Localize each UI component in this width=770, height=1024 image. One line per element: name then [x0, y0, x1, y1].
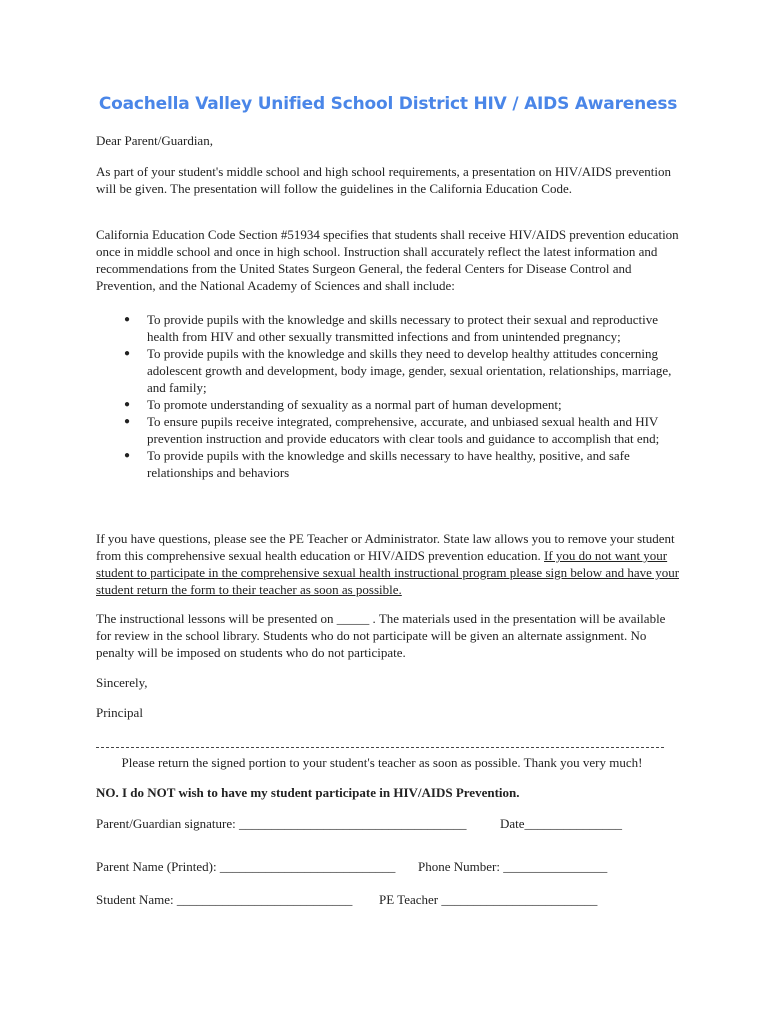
list-item: ● To promote understanding of sexuality as a normal part of human development; — [96, 396, 676, 413]
page-title: Coachella Valley Unified School District HIV / AIDS Awareness — [98, 94, 678, 114]
pe-teacher-field[interactable]: PE Teacher ________________________ — [379, 892, 598, 907]
intro-paragraph: As part of your student's middle school and high school requirements, a presentation on HIV/AIDS prevention will be given. The presentation will follow the guidelines in the California Education Code. — [96, 164, 671, 196]
list-item: ● To provide pupils with the knowledge and skills necessary to protect their sexual and reproductive health from HIV and other sexually transmitted infections and from unintended pregnancy; — [96, 311, 676, 345]
list-item: ● To ensure pupils receive integrated, comprehensive, accurate, and unbiased sexual health and HIV prevention instruction and provide educators with clear tools and guidance to accomplish that end; — [96, 413, 676, 447]
date-field[interactable]: Date_______________ — [500, 816, 623, 831]
questions-text: If you have questions, please see the PE Teacher or Administrator. State law allows you to remove your student from this comprehensive sexual health education or HIV/AIDS prevention education. — [96, 531, 675, 563]
list-item: ● To provide pupils with the knowledge and skills necessary to have healthy, positive, and safe relationships and behaviors — [96, 447, 676, 481]
lessons-paragraph: The instructional lessons will be presented on _____ . The materials used in the presentation will be available for review in the school library. Students who do not participate will be given an alternate assignment. No penalty will be imposed on students who do not participate. — [96, 611, 666, 660]
questions-paragraph — [96, 530, 682, 598]
return-note: Please return the signed portion to your student's teacher as soon as possible. Thank you very much! — [121, 755, 643, 770]
cut-line-divider — [96, 737, 664, 748]
salutation: Dear Parent/Guardian, — [96, 133, 213, 148]
signature-field[interactable]: Parent/Guardian signature: ___________________________________ — [96, 816, 467, 831]
phone-number-field[interactable]: Phone Number: ________________ — [418, 859, 608, 874]
student-name-field[interactable]: Student Name: ___________________________ — [96, 892, 353, 907]
code-section-paragraph: California Education Code Section #51934 specifies that students shall receive HIV/AIDS prevention education once in middle school and once in high school. Instruction shall accurately reflect the latest information and recommendations from the United States Surgeon General, the federal Centers for Disease Control and Prevention, and the National Academy of Sciences and shall include: — [96, 227, 679, 293]
list-item: ● To provide pupils with the knowledge and skills they need to develop healthy attitudes concerning adolescent growth and development, body image, gender, sexual orientation, relationships, marriage, and family; — [96, 345, 676, 396]
signer: Principal — [96, 705, 143, 720]
opt-out-instructions: If you do not want your student to participate in the comprehensive sexual health instructional program please sign below and have your student return the form to their teacher as soon as possible. — [96, 548, 680, 597]
parent-name-field[interactable]: Parent Name (Printed): ___________________________ — [96, 859, 396, 874]
closing: Sincerely, — [96, 675, 148, 690]
requirements-list — [96, 311, 676, 481]
opt-out-statement: NO. I do NOT wish to have my student participate in HIV/AIDS Prevention. — [96, 785, 520, 800]
